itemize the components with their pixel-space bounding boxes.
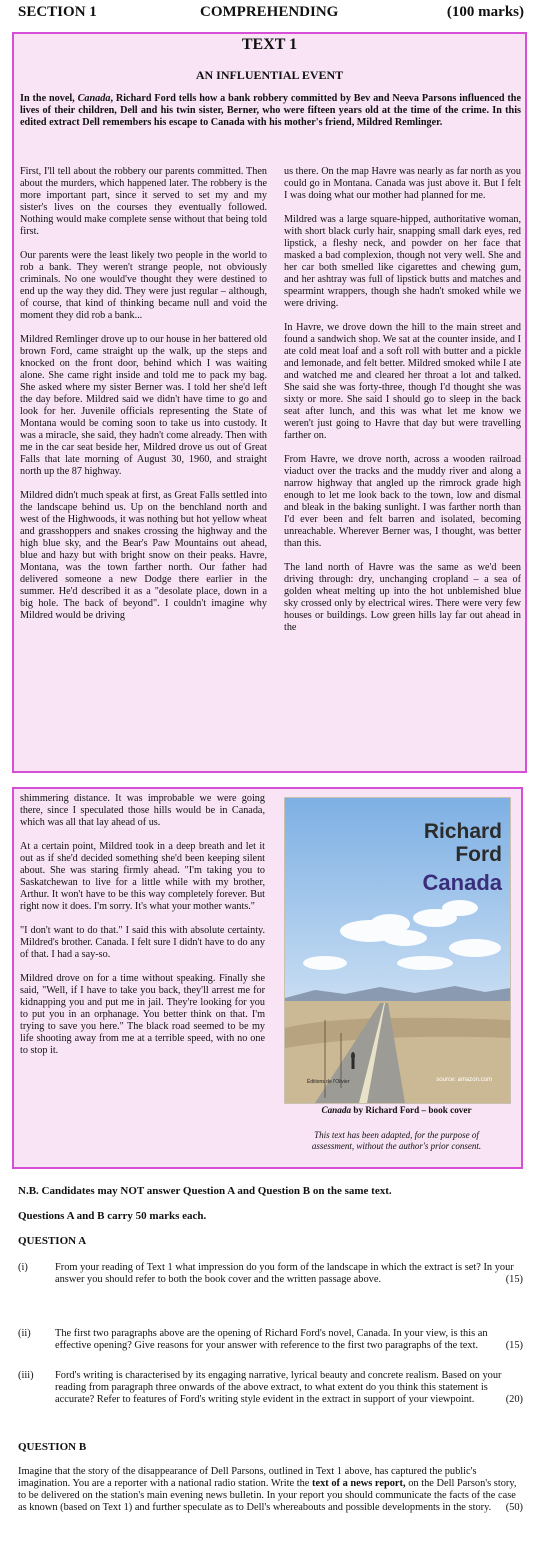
cover-author (424, 820, 502, 866)
intro-part: , Richard Ford tells how a bank robbery committed by Bev and Neeva Parsons influenced the lives of their children, Dell and his twin sister, Berner, who were fifteen years old at the time of the crime. In this edited extract Dell remembers his escape to Canada with his mother's friend, Mildred Remlinger. (20, 93, 521, 129)
passage-column-1 (20, 166, 267, 634)
paragraph: us there. On the map Havre was nearly as far north as you could go in Montana. Canada was just above it. But I felt I was doing what our mother had planned for me. (284, 166, 521, 201)
paragraph: First, I'll tell about the robbery our parents committed. Then about the murders, which happened later. The robbery is the more important part, since it served to set my and my sister's lives on the courses they eventually followed. Nothing would make complete sense without that being told first. (20, 166, 267, 237)
question-marks: (15) (505, 1340, 523, 1351)
question-a-iii (18, 1370, 523, 1406)
section-marks: (100 marks) (446, 4, 524, 20)
paragraph: "I don't want to do that." I said this with absolute certainty. Mildred's brother. Canada. I felt sure I didn't have to do any of that. I had a say-so. (20, 925, 265, 960)
question-text: The first two paragraphs above are the opening of Richard Ford's novel, Canada. In your view, is this an effective opening? Give reasons for your answer with reference to the first two paragraphs of the text. (55, 1328, 488, 1351)
text-box-2 (12, 787, 523, 1169)
question-b-heading: QUESTION B (18, 1441, 87, 1453)
intro-part: In the novel, (20, 93, 78, 104)
passage-column-3 (20, 793, 265, 1069)
question-marks: (15) (505, 1274, 523, 1285)
question-text: Ford's writing is characterised by its engaging narrative, lyrical beauty and concrete realism. Based on your reading from paragraph three onwards of the above extract, to what extent do you think this statement is accurate? Refer to features of Ford's writing style evident in the extract in support of your viewpoint. (55, 1370, 502, 1405)
caption-rest: by Richard Ford – book cover (351, 1105, 472, 1115)
question-a-i (18, 1262, 523, 1286)
text-title: TEXT 1 (241, 36, 298, 53)
question-number: (iii) (18, 1370, 34, 1381)
question-number: (ii) (18, 1328, 31, 1339)
paragraph: Mildred drove on for a time without speaking. Finally she said, "Well, if I have to take you back, they'll arrest me for kidnapping you and put me in jail. They're looking for you to put you in an orphanage. You better think on that. I'm trying to save you here." The black road seemed to be my life shooting away from me at a terrible speed, with no one to stop it. (20, 973, 265, 1056)
paragraph: shimmering distance. It was improbable we were going there, since I speculated those hills would be in Canada, which was all that lay ahead of us. (20, 793, 265, 828)
question-b (18, 1466, 523, 1514)
text-box-1 (12, 32, 527, 773)
cover-caption (284, 1105, 509, 1115)
question-text: From your reading of Text 1 what impression do you form of the landscape in which the extract is set? In your answer you should refer to both the book cover and the written passage above. (55, 1262, 514, 1285)
paragraph: Mildred didn't much speak at first, as Great Falls settled into the landscape behind us. Up on the benchland north and west of the Highwoods, it was nothing but hot yellow wheat and grasshoppers and snakes crossing the highway and the high blue sky, and the Bear's Paw Mountains out ahead, blue and hazy but with bright snow on their peaks. Havre, Montana, was the town farther north. Our father had delivered someone a new Dodge there earlier in the summer. He'd described it as a "desolate place, down in a big hole. The back of beyond". I couldn't imagine why Mildred would be driving (20, 490, 267, 621)
text-subtitle: AN INFLUENTIAL EVENT (195, 68, 344, 82)
marks-instruction: Questions A and B carry 50 marks each. (18, 1210, 207, 1222)
caption-title: Canada (321, 1105, 352, 1115)
question-marks: (20) (505, 1394, 523, 1405)
paragraph: In Havre, we drove down the hill to the main street and found a sandwich shop. We sat at the counter inside, and I ate cold meat loaf and a soft roll with butter and a pickle and lemonade, and felt better. Mildred smoked while I ate and watched me and cleared her throat a lot and talked. She said she was forty-three, though I'd thought she was sixty or more. She said I should go to sleep in the back seat after lunch, and this was what let me know we weren't just going to Havre that day but were travelling farther on. (284, 322, 521, 441)
book-cover-image (284, 797, 511, 1104)
question-b-part: on the Dell Parson's story, to be delivered on the station's main evening news bulletin. In your report you should communicate the facts of the case as known (based on Text 1) and further speculate as to Dell's whereabouts and possible developments in the story. (18, 1478, 517, 1513)
question-a-heading: QUESTION A (18, 1235, 87, 1247)
section-header (18, 4, 524, 26)
question-marks: (50) (505, 1502, 523, 1513)
question-number: (i) (18, 1262, 28, 1273)
adaptation-note: This text has been adapted, for the purpose of assessment, without the author's prior consent. (311, 1130, 482, 1151)
intro-paragraph (20, 93, 521, 130)
cover-publisher: Éditions de l'Olivier (307, 1079, 350, 1085)
paper-title: COMPREHENDING (200, 4, 339, 20)
question-b-text (18, 1466, 523, 1514)
cover-title: Canada (422, 870, 502, 895)
paragraph: Mildred was a large square-hipped, authoritative woman, with short black curly hair, snapping small dark eyes, red lipstick, a fleshy neck, and powder on her face that masked a bad complexion, though not very well. She and her car both smelled like cigarettes and chewing gum, and her ashtray was full of lipstick butts and matches and spearmint wrappers, though she hadn't smoked while we were driving. (284, 214, 521, 309)
passage-column-2 (284, 166, 521, 646)
paragraph: Mildred Remlinger drove up to our house in her battered old brown Ford, came straight up the walk, up the steps and knocked on the front door, behind which I was waiting alone. She came right inside and told me to pack my bag. She asked where my sister Berner was. I told her she'd left the day before. Mildred said we didn't have time to go and look for her. Juvenile officials representing the State of Montana would be coming soon to take us into custody. It was a miracle, she said, they hadn't come already. Then with me in the car seat beside her, Mildred drove us out of Great Falls that late morning of August 30, 1960, and straight north up the 87 highway. (20, 334, 267, 477)
nb-instruction: N.B. Candidates may NOT answer Question A and Question B on the same text. (18, 1185, 392, 1197)
paragraph: From Havre, we drove north, across a wooden railroad viaduct over the tracks and the muddy river and along a narrow highway that angled up the rimrock grade high enough to let me look back to the town, low and dismal and bleak in the baking sunlight. I was farther north than I'd ever been and felt barren and isolated, becoming unreachable. Wherever Berner was, I thought, was better than this. (284, 454, 521, 549)
cover-source: source: amazon.com (436, 1077, 492, 1083)
question-b-emphasis: text of a news report, (312, 1478, 406, 1489)
section-label: SECTION 1 (18, 4, 97, 20)
paragraph: Our parents were the least likely two people in the world to rob a bank. They weren't strange people, not obviously criminals. No one would've thought they were destined to end up the way they did. They were just regular – although, of course, that kind of thinking became null and void the moment they did rob a bank... (20, 250, 267, 321)
paragraph: At a certain point, Mildred took in a deep breath and let it out as if she'd decided something she'd been keeping silent about. She was staring firmly ahead. "I'm taking you to Saskatchewan to live for a little while with my brother, Arthur. It won't have to be this way completely forever. But right now it does. I'm sorry. It's what your mother wants." (20, 841, 265, 912)
question-a-ii (18, 1328, 523, 1352)
cover-author-last: Ford (455, 843, 502, 866)
cover-author-first: Richard (423, 820, 502, 843)
paragraph: The land north of Havre was the same as we'd been driving through: dry, unchanging cropland – a sea of golden wheat melting up into the hot unblemished blue sky crossed only by electrical wires. There were very few houses or buildings. Low green hills lay far out ahead in the (284, 562, 521, 633)
intro-novel-title: Canada (77, 93, 111, 104)
question-b-part: Imagine that the story of the disappearance of Dell Parsons, outlined in Text 1 above, has captured the public's imagination. You are a reporter with a national radio station. Write the (18, 1466, 477, 1489)
